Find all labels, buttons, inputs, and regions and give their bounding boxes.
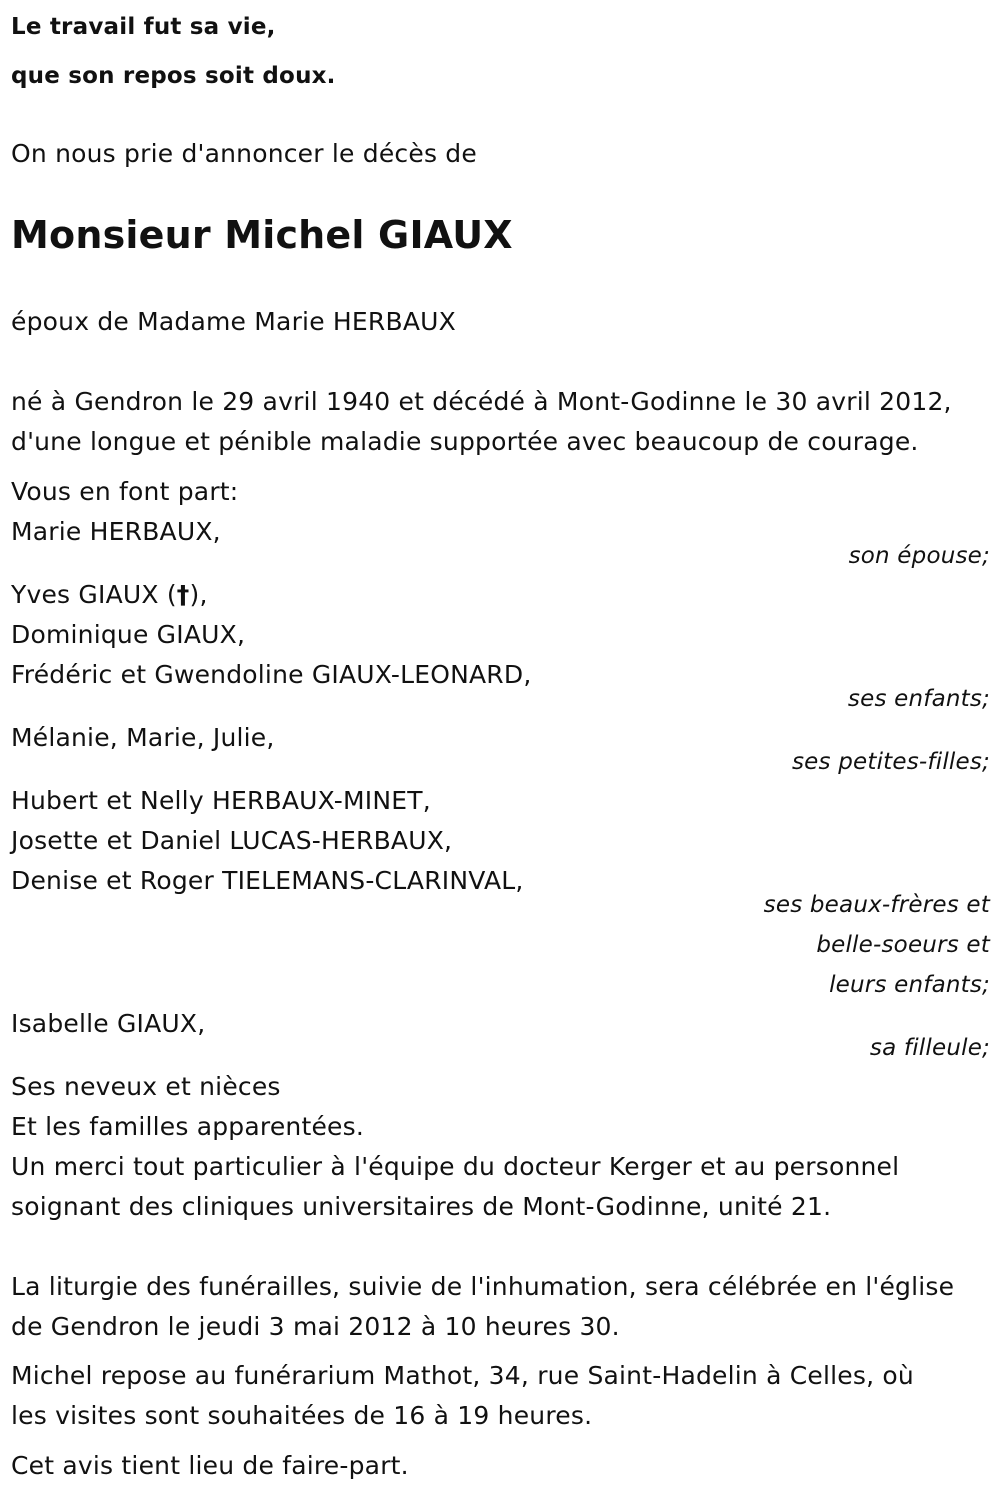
family-inlaw-2: Josette et Daniel LUCAS-HERBAUX,: [11, 826, 453, 855]
family-child-1: [11, 580, 208, 610]
intro-text: On nous prie d'annoncer le décès de: [11, 139, 477, 168]
epitaph-line-1: Le travail fut sa vie,: [11, 14, 276, 40]
closing-text: Cet avis tient lieu de faire-part.: [11, 1451, 409, 1480]
family-granddaughters: Mélanie, Marie, Julie,: [11, 723, 275, 752]
visitation-line-2: les visites sont souhaitées de 16 à 19 heures.: [11, 1401, 593, 1430]
family-inlaw-relation-3: leurs enfants;: [829, 972, 990, 998]
others-line-1: Ses neveux et nièces: [11, 1072, 281, 1101]
others-line-2: Et les familles apparentées.: [11, 1112, 364, 1141]
deceased-name: Monsieur Michel GIAUX: [11, 213, 513, 257]
spouse-line: époux de Madame Marie HERBAUX: [11, 307, 456, 336]
family-spouse-relation: son épouse;: [848, 543, 990, 569]
family-inlaw-relation-2: belle-soeurs et: [816, 932, 990, 958]
funeral-line-1: La liturgie des funérailles, suivie de l'inhumation, sera célébrée en l'église: [11, 1272, 955, 1301]
family-child-2: Dominique GIAUX,: [11, 620, 246, 649]
family-goddaughter-relation: sa filleule;: [869, 1035, 990, 1061]
epitaph-line-2: que son repos soit doux.: [11, 63, 336, 89]
thanks-line-2: soignant des cliniques universitaires de Mont-Godinne, unité 21.: [11, 1192, 832, 1221]
cross-icon: †: [176, 580, 190, 609]
child-1-suffix: ),: [189, 580, 208, 609]
family-child-3: Frédéric et Gwendoline GIAUX-LEONARD,: [11, 660, 532, 689]
child-1-name: Yves GIAUX (: [11, 580, 177, 609]
family-goddaughter: Isabelle GIAUX,: [11, 1009, 206, 1038]
family-inlaw-relation-1: ses beaux-frères et: [763, 892, 990, 918]
family-inlaw-1: Hubert et Nelly HERBAUX-MINET,: [11, 786, 431, 815]
family-spouse-name: Marie HERBAUX,: [11, 517, 221, 546]
family-children-relation: ses enfants;: [847, 686, 990, 712]
birth-death-line-1: né à Gendron le 29 avril 1940 et décédé à Mont-Godinne le 30 avril 2012,: [11, 387, 952, 416]
visitation-line-1: Michel repose au funérarium Mathot, 34, rue Saint-Hadelin à Celles, où: [11, 1361, 914, 1390]
announce-text: Vous en font part:: [11, 477, 239, 506]
family-inlaw-3: Denise et Roger TIELEMANS-CLARINVAL,: [11, 866, 524, 895]
family-granddaughters-relation: ses petites-filles;: [792, 749, 990, 775]
funeral-line-2: de Gendron le jeudi 3 mai 2012 à 10 heures 30.: [11, 1312, 620, 1341]
birth-death-line-2: d'une longue et pénible maladie supportée avec beaucoup de courage.: [11, 427, 919, 456]
thanks-line-1: Un merci tout particulier à l'équipe du docteur Kerger et au personnel: [11, 1152, 900, 1181]
